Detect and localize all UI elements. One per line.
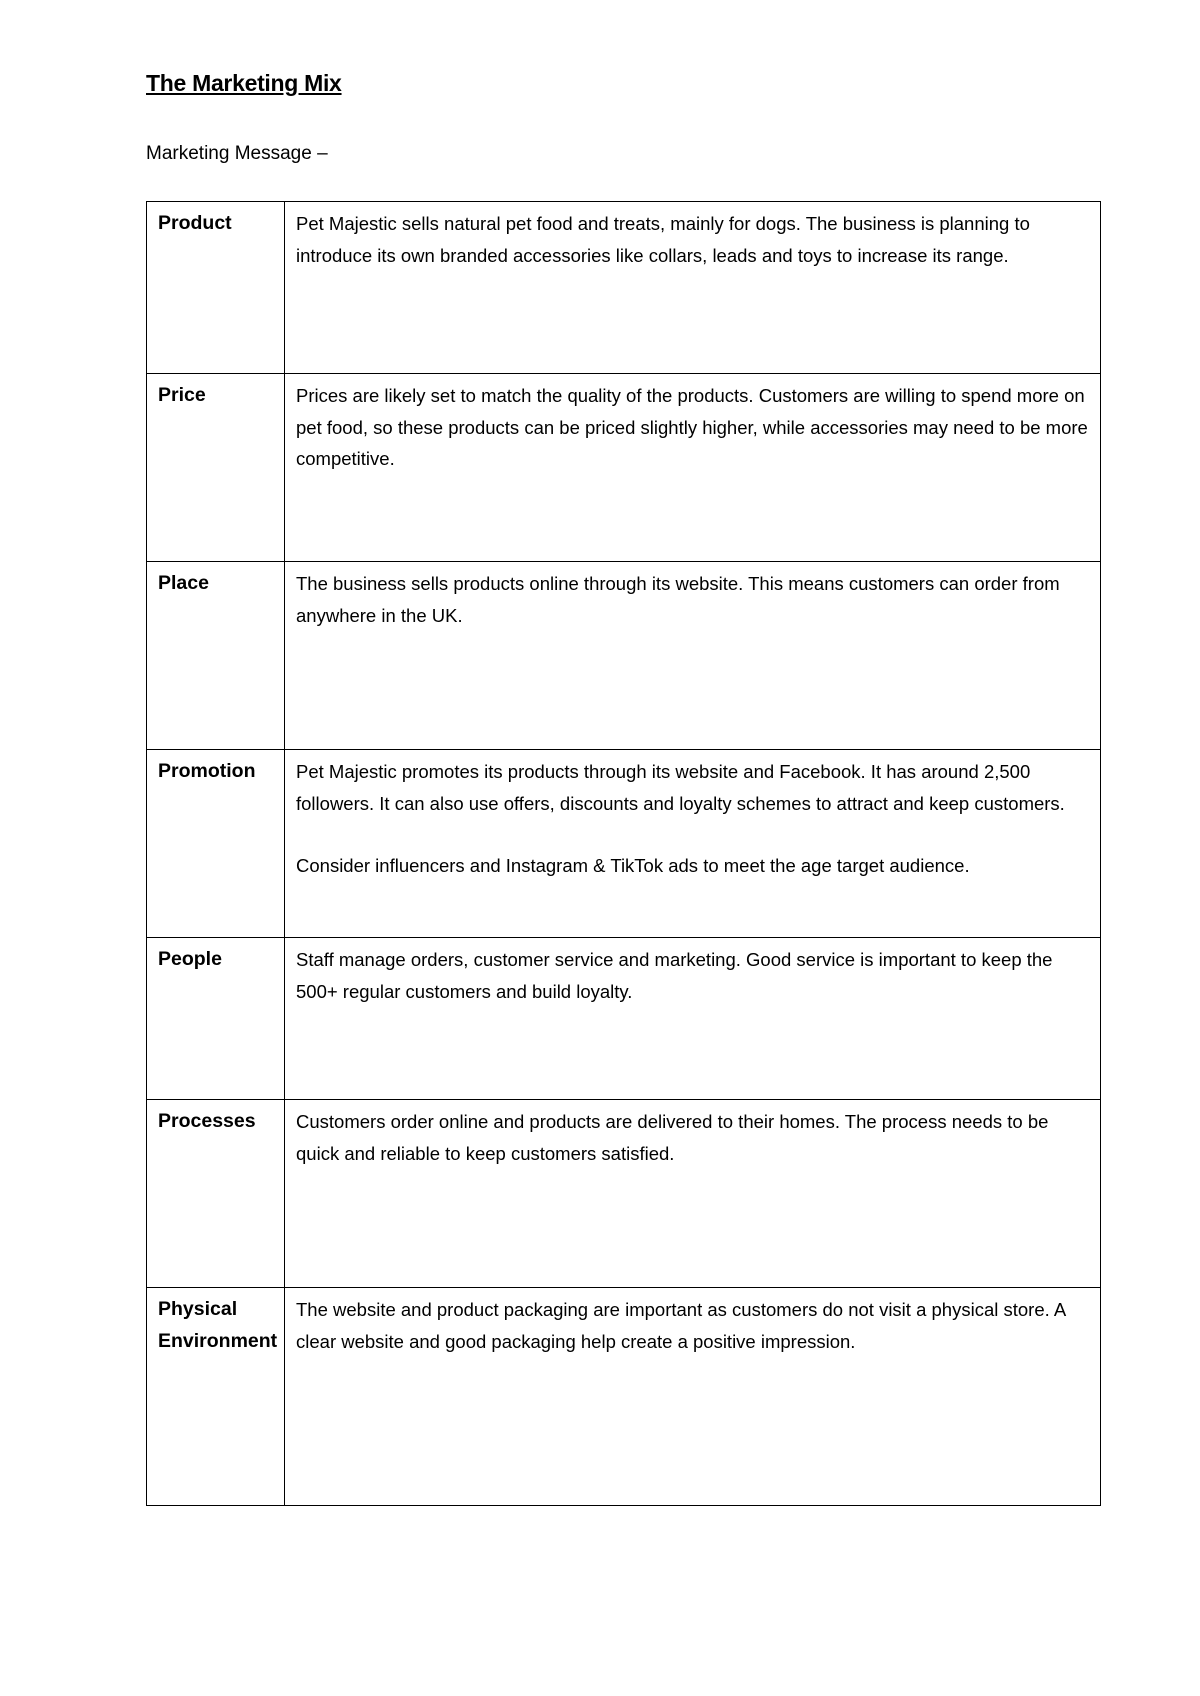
row-label: People xyxy=(147,938,285,1100)
table-row-processes xyxy=(147,1100,1101,1288)
row-label: Product xyxy=(147,202,285,374)
table-row-physical-environment xyxy=(147,1288,1101,1506)
table-row-people xyxy=(147,938,1101,1100)
row-description xyxy=(285,374,1101,562)
row-label: Place xyxy=(147,562,285,750)
table-row-promotion xyxy=(147,750,1101,938)
page-title: The Marketing Mix xyxy=(146,70,342,96)
table-row-price xyxy=(147,374,1101,562)
table-row-product xyxy=(147,202,1101,374)
description-paragraph: The website and product packaging are important as customers do not visit a physical store. A clear website and good packaging help create a positive impression. xyxy=(296,1299,1066,1352)
description-paragraph: Prices are likely set to match the quality of the products. Customers are willing to spend more on pet food, so these products can be priced slightly higher, while accessories may need to be more competitive. xyxy=(296,385,1088,469)
row-label: Processes xyxy=(147,1100,285,1288)
description-paragraph: Consider influencers and Instagram & TikTok ads to meet the age target audience. xyxy=(296,855,970,876)
row-description xyxy=(285,1100,1101,1288)
row-label: Price xyxy=(147,374,285,562)
description-paragraph: Customers order online and products are delivered to their homes. The process needs to be quick and reliable to keep customers satisfied. xyxy=(296,1111,1049,1164)
marketing-message-label: Marketing Message – xyxy=(146,143,328,164)
description-paragraph: Pet Majestic promotes its products through its website and Facebook. It has around 2,500 followers. It can also use offers, discounts and loyalty schemes to attract and keep customers. xyxy=(296,761,1065,814)
row-description xyxy=(285,562,1101,750)
marketing-mix-table xyxy=(146,201,1101,1506)
row-description xyxy=(285,202,1101,374)
row-description xyxy=(285,750,1101,938)
row-label: Promotion xyxy=(147,750,285,938)
row-label: Physical Environment xyxy=(147,1288,285,1506)
description-paragraph: Pet Majestic sells natural pet food and treats, mainly for dogs. The business is planning to introduce its own branded accessories like collars, leads and toys to increase its range. xyxy=(296,213,1030,266)
description-paragraph: The business sells products online through its website. This means customers can order from anywhere in the UK. xyxy=(296,573,1060,626)
row-description xyxy=(285,938,1101,1100)
row-description xyxy=(285,1288,1101,1506)
description-paragraph: Staff manage orders, customer service and marketing. Good service is important to keep the 500+ regular customers and build loyalty. xyxy=(296,949,1053,1002)
table-row-place xyxy=(147,562,1101,750)
